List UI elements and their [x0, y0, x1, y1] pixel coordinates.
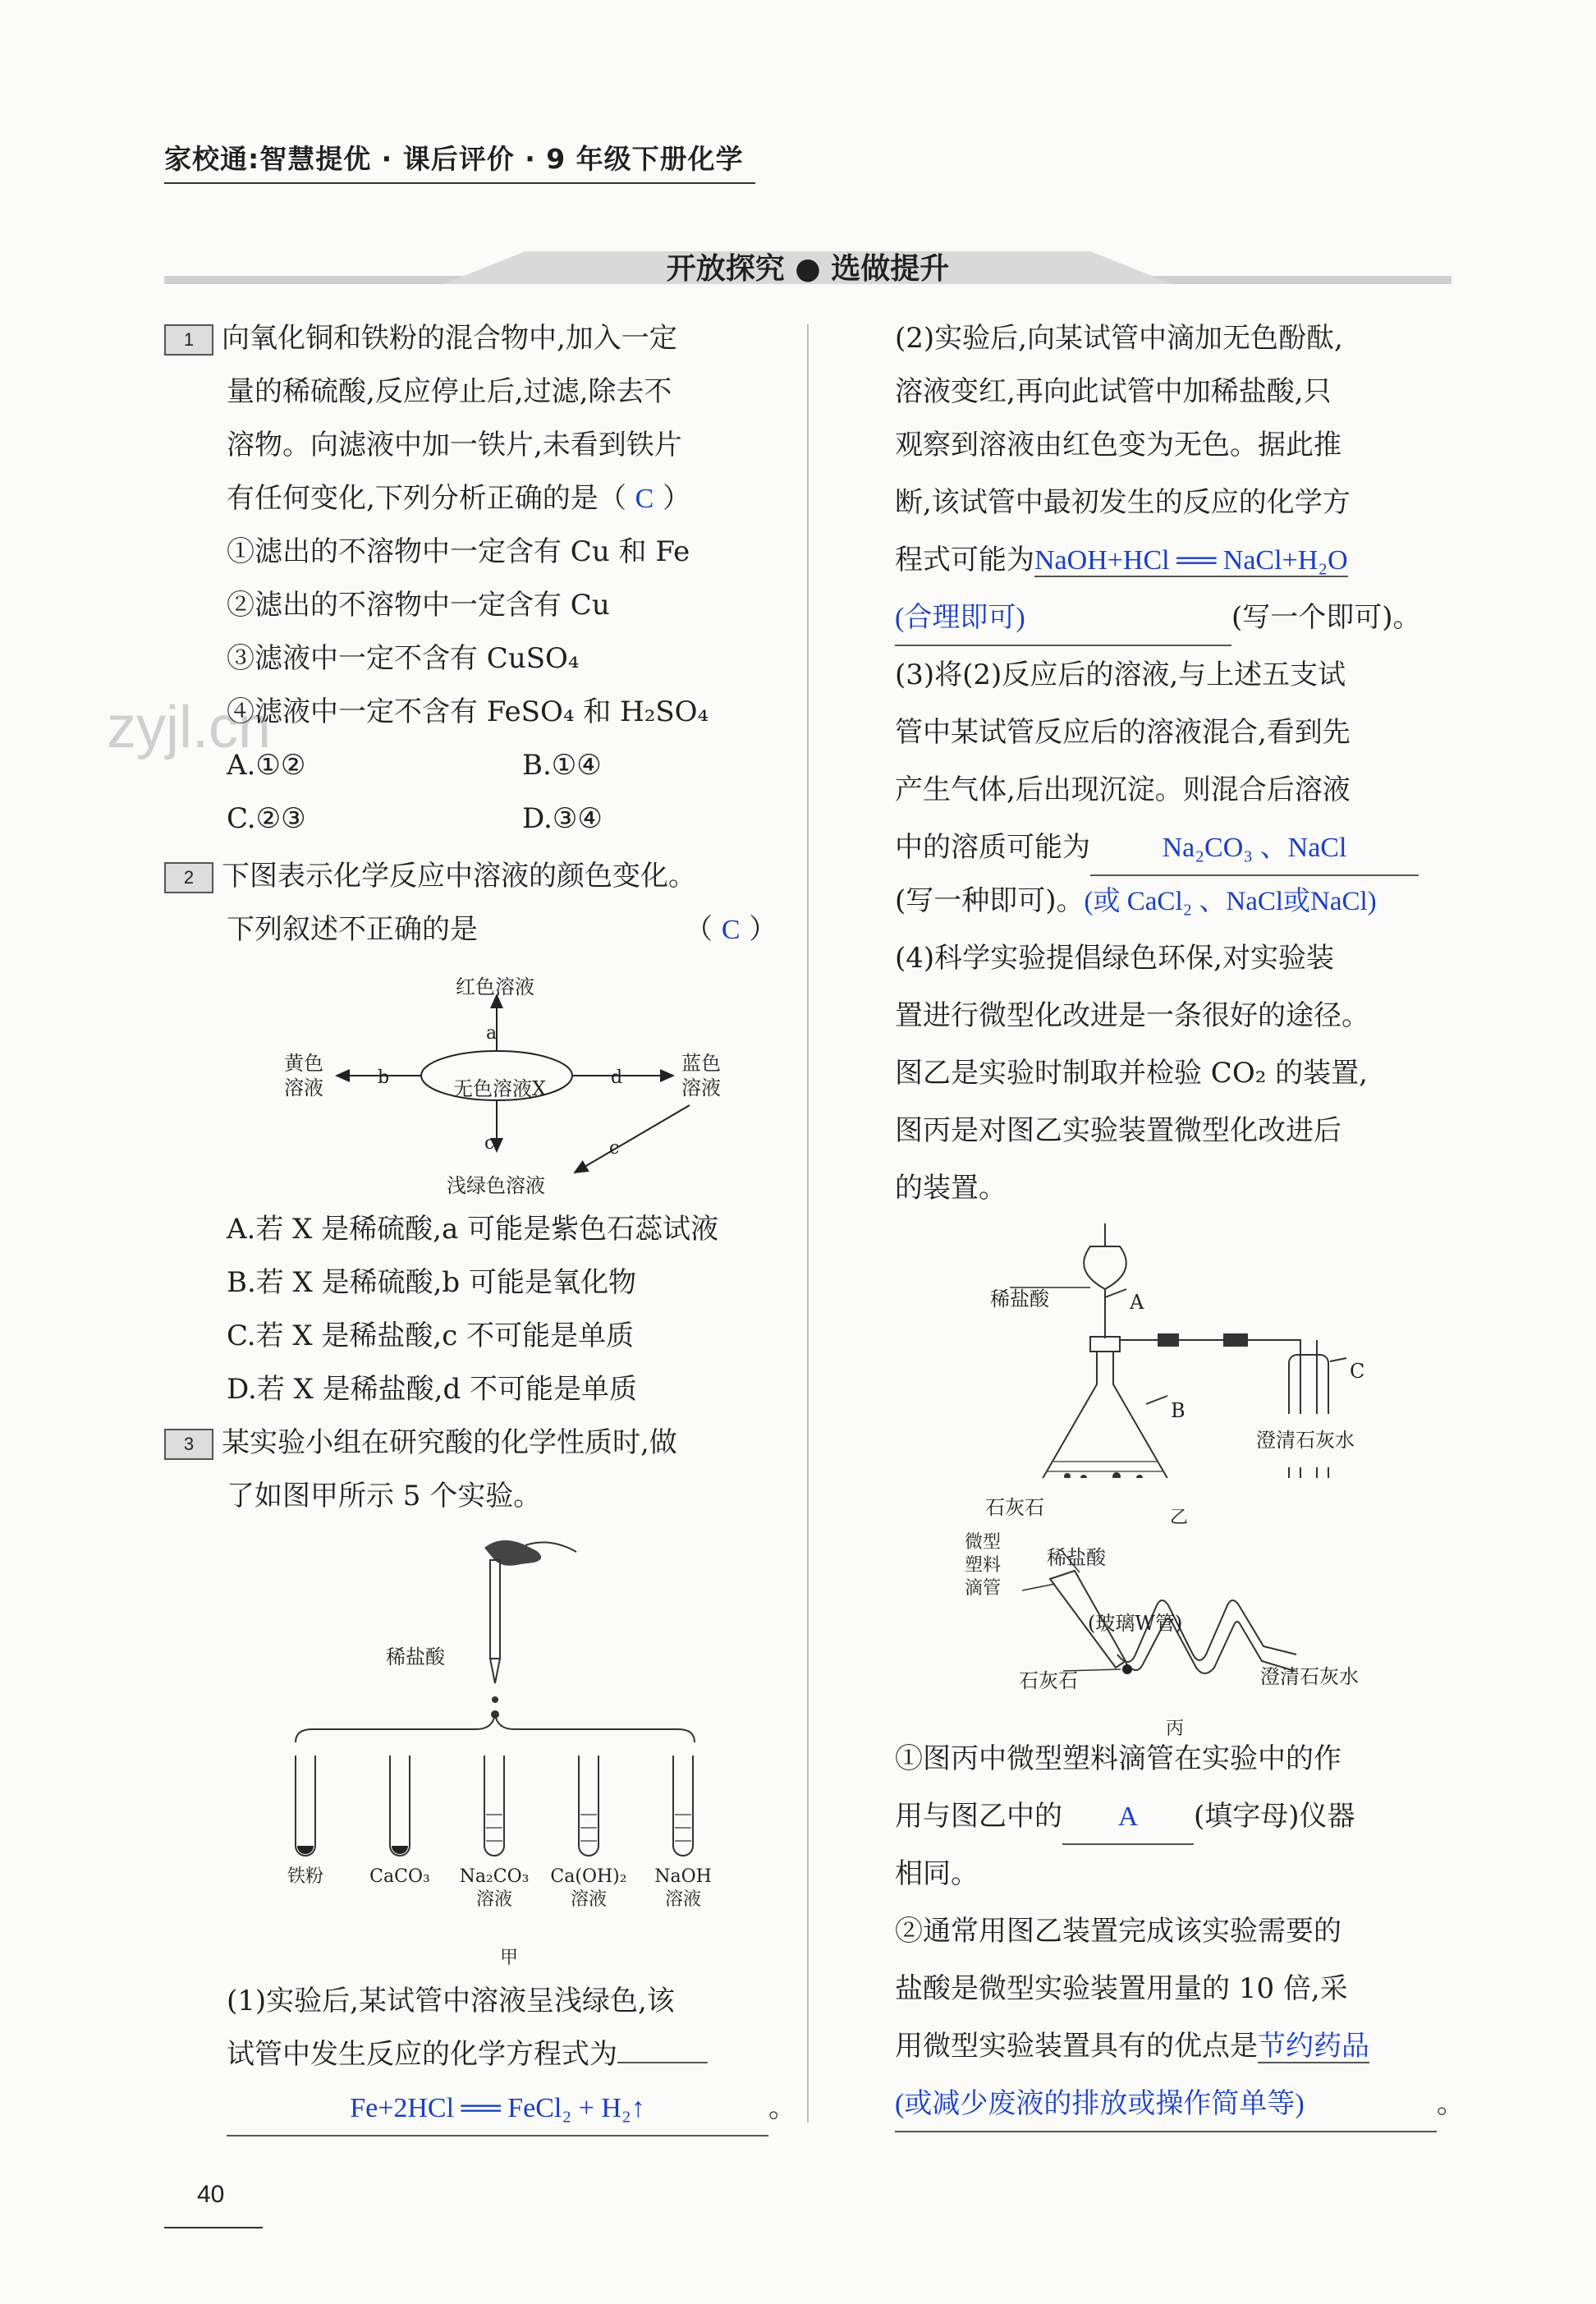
q1-option-3: ③滤液中一定不含有 CuSO₄ [227, 642, 580, 675]
q3-s2-line-3: 用微型实验装置具有的优点是节约药品 [895, 2030, 1369, 2063]
yi-label-c: C [1350, 1360, 1365, 1383]
label-c: c [484, 1133, 495, 1154]
q3-s1-line-1: ①图丙中微型塑料滴管在实验中的作 [895, 1742, 1341, 1775]
q3-p3-answer: Na₂CO₃ 、NaCl [1090, 821, 1419, 876]
bing-wtube-label: (玻璃W管) [1088, 1612, 1183, 1635]
figure-jia [263, 1535, 755, 1968]
q3-p4-line-2: 置进行微型化改进是一条很好的途径。 [895, 999, 1369, 1032]
q1-line-4: 有任何变化,下列分析正确的是（ C ） [227, 482, 691, 515]
q3-p2-answer: NaOH+HCl ══ NaCl+H₂O [1034, 545, 1348, 576]
question-number: 3 [164, 1429, 213, 1460]
q1-line-3: 溶物。向滤液中加一铁片,未看到铁片 [227, 429, 682, 461]
q1-line-2: 量的稀硫酸,反应停止后,过滤,除去不 [227, 375, 672, 408]
diagram-left: 黄色 溶液 [284, 1052, 323, 1099]
tube-label-3: Na₂CO₃ 溶液 [459, 1866, 530, 1910]
q2-line-1: 2 下图表示化学反应中溶液的颜色变化。 [164, 850, 696, 903]
q3-p2-line-4: 断,该试管中最初发生的反应的化学方 [895, 486, 1351, 519]
watermark: zyjl.cn [107, 695, 272, 760]
q1-choice-a: A.①② [227, 749, 306, 782]
acid-label: 稀盐酸 [386, 1645, 445, 1668]
q1-option-2: ②滤出的不溶物中一定含有 Cu [227, 589, 610, 622]
q3-p2-line-1: (2)实验后,向某试管中滴加无色酚酞, [895, 322, 1343, 355]
color-change-diagram [271, 961, 747, 1197]
bing-acid-label: 稀盐酸 [1047, 1546, 1106, 1569]
q3-p3-line-1: (3)将(2)反应后的溶液,与上述五支试 [895, 659, 1346, 691]
label-d: d [611, 1067, 623, 1088]
q3-p1-answer-line: Fe+2HCl ══ FeCl₂ + H₂↑ 。 [227, 2081, 796, 2136]
q2-option-c: C.若 X 是稀盐酸,c 不可能是单质 [227, 1320, 635, 1352]
q3-p4-line-5: 的装置。 [895, 1172, 1007, 1205]
tube-label-1: 铁粉 [287, 1866, 323, 1887]
q1-option-1: ①滤出的不溶物中一定含有 Cu 和 Fe [227, 535, 690, 568]
q3-p1-line-2: 试管中发生反应的化学方程式为 [227, 2028, 708, 2081]
column-divider [807, 324, 809, 2123]
banner-title: 开放探究 ● 选做提升 [666, 252, 950, 286]
q2-option-a: A.若 X 是稀硫酸,a 可能是紫色石蕊试液 [227, 1213, 719, 1246]
label-c2: c [609, 1138, 620, 1159]
q3-s1-answer: A [1062, 1790, 1194, 1845]
q1-option-4: ④滤液中一定不含有 FeSO₄ 和 H₂SO₄ [227, 695, 709, 728]
q3-p2-answer-note: (合理即可) [895, 591, 1231, 646]
q3-s2-line-2: 盐酸是微型实验装置用量的 10 倍,采 [895, 1972, 1348, 2005]
label-a: a [486, 1023, 498, 1044]
q2-answer-bracket: （ C ） [685, 913, 777, 946]
diagram-right: 蓝色 溶液 [681, 1052, 721, 1099]
q3-line-1: 3 某实验小组在研究酸的化学性质时,做 [164, 1416, 677, 1470]
page-header: 家校通:智慧提优 · 课后评价 · 9 年级下册化学 [164, 143, 744, 175]
question-number: 2 [164, 862, 213, 893]
q3-s2-answer: 节约药品 [1258, 2031, 1369, 2062]
tube-label-5: NaOH 溶液 [654, 1866, 712, 1910]
q3-s2-answer-note: (或减少废液的排放或操作简单等) [895, 2077, 1437, 2132]
tube-label-4: Ca(OH)₂ 溶液 [550, 1866, 627, 1910]
q3-line-2: 了如图甲所示 5 个实验。 [227, 1480, 542, 1512]
q3-p3-line-4: 中的溶质可能为 Na₂CO₃ 、NaCl [895, 821, 1419, 876]
q3-p2-line-6: (合理即可) (写一个即可)。 [895, 591, 1421, 646]
q1-choice-d: D.③④ [522, 802, 603, 835]
diagram-bottom: 浅绿色溶液 [447, 1174, 545, 1197]
q3-p3-line-5: (写一种即可)。(或 CaCl₂ 、NaCl或NaCl) [895, 884, 1377, 917]
bing-stone-label: 石灰石 [1019, 1669, 1078, 1692]
q2-answer: C [721, 915, 741, 945]
q3-p3-line-3: 产生气体,后出现沉淀。则混合后溶液 [895, 773, 1351, 806]
figure-caption-yi: 乙 [1169, 1508, 1188, 1528]
page-number: 40 [197, 2181, 225, 2208]
label-b: b [378, 1067, 390, 1088]
bing-micro-dropper-label: 微型 塑料 滴管 [965, 1532, 1002, 1599]
q2-line-2: 下列叙述不正确的是 [227, 913, 478, 946]
figure-bing [965, 1531, 1392, 1739]
q3-p3-answer-alt: (或 CaCl₂ 、NaCl或NaCl) [1084, 887, 1377, 916]
q3-p3-line-2: 管中某试管反应后的溶液混合,看到先 [895, 716, 1351, 749]
q3-p1-answer: Fe+2HCl ══ FeCl₂ + H₂↑ [227, 2081, 768, 2136]
q1-choice-b: B.①④ [522, 749, 602, 782]
q3-p4-line-3: 图乙是实验时制取并检验 CO₂ 的装置, [895, 1057, 1368, 1090]
question-number: 1 [164, 324, 213, 356]
bing-limewater-label: 澄清石灰水 [1260, 1665, 1359, 1688]
yi-label-b: B [1171, 1399, 1186, 1422]
yi-limewater-label: 澄清石灰水 [1256, 1414, 1355, 1467]
figure-yi [985, 1223, 1379, 1528]
figure-caption-jia: 甲 [499, 1948, 518, 1968]
q3-s2-line-4: (或减少废液的排放或操作简单等) 。 [895, 2077, 1465, 2132]
page-number-rule [164, 2227, 263, 2228]
yi-label-a: A [1130, 1291, 1144, 1314]
q2-option-d: D.若 X 是稀盐酸,d 不可能是单质 [227, 1373, 638, 1406]
yi-stone-label: 石灰石 [985, 1496, 1044, 1519]
q1-line-1: 1 向氧化铜和铁粉的混合物中,加入一定 [164, 312, 677, 365]
q3-p2-line-3: 观察到溶液由红色变为无色。据此推 [895, 429, 1341, 461]
diagram-top: 红色溶液 [456, 975, 534, 998]
tube-label-2: CaCO₃ [369, 1866, 430, 1887]
q2-option-b: B.若 X 是稀硫酸,b 可能是氧化物 [227, 1266, 636, 1299]
q3-p4-line-1: (4)科学实验提倡绿色环保,对实验装 [895, 942, 1334, 975]
yi-acid-label: 稀盐酸 [990, 1287, 1049, 1310]
q3-p4-line-4: 图丙是对图乙实验装置微型化改进后 [895, 1114, 1341, 1147]
q3-p2-line-2: 溶液变红,再向此试管中加稀盐酸,只 [895, 375, 1332, 408]
q3-s1-line-2: 用与图乙中的 A (填字母)仪器 [895, 1790, 1355, 1845]
q3-s2-line-1: ②通常用图乙装置完成该实验需要的 [895, 1915, 1341, 1948]
q1-choice-c: C.②③ [227, 802, 306, 835]
q3-s1-line-3: 相同。 [895, 1857, 979, 1890]
diagram-center: 无色溶液X [453, 1077, 547, 1100]
figure-caption-bing: 丙 [1165, 1719, 1184, 1739]
q3-p1-line-1: (1)实验后,某试管中溶液呈浅绿色,该 [227, 1985, 675, 2017]
section-banner [164, 246, 1452, 292]
q3-p2-line-5: 程式可能为NaOH+HCl ══ NaCl+H₂O [895, 544, 1348, 576]
header-rule [164, 182, 755, 184]
q1-answer: C [635, 484, 654, 514]
